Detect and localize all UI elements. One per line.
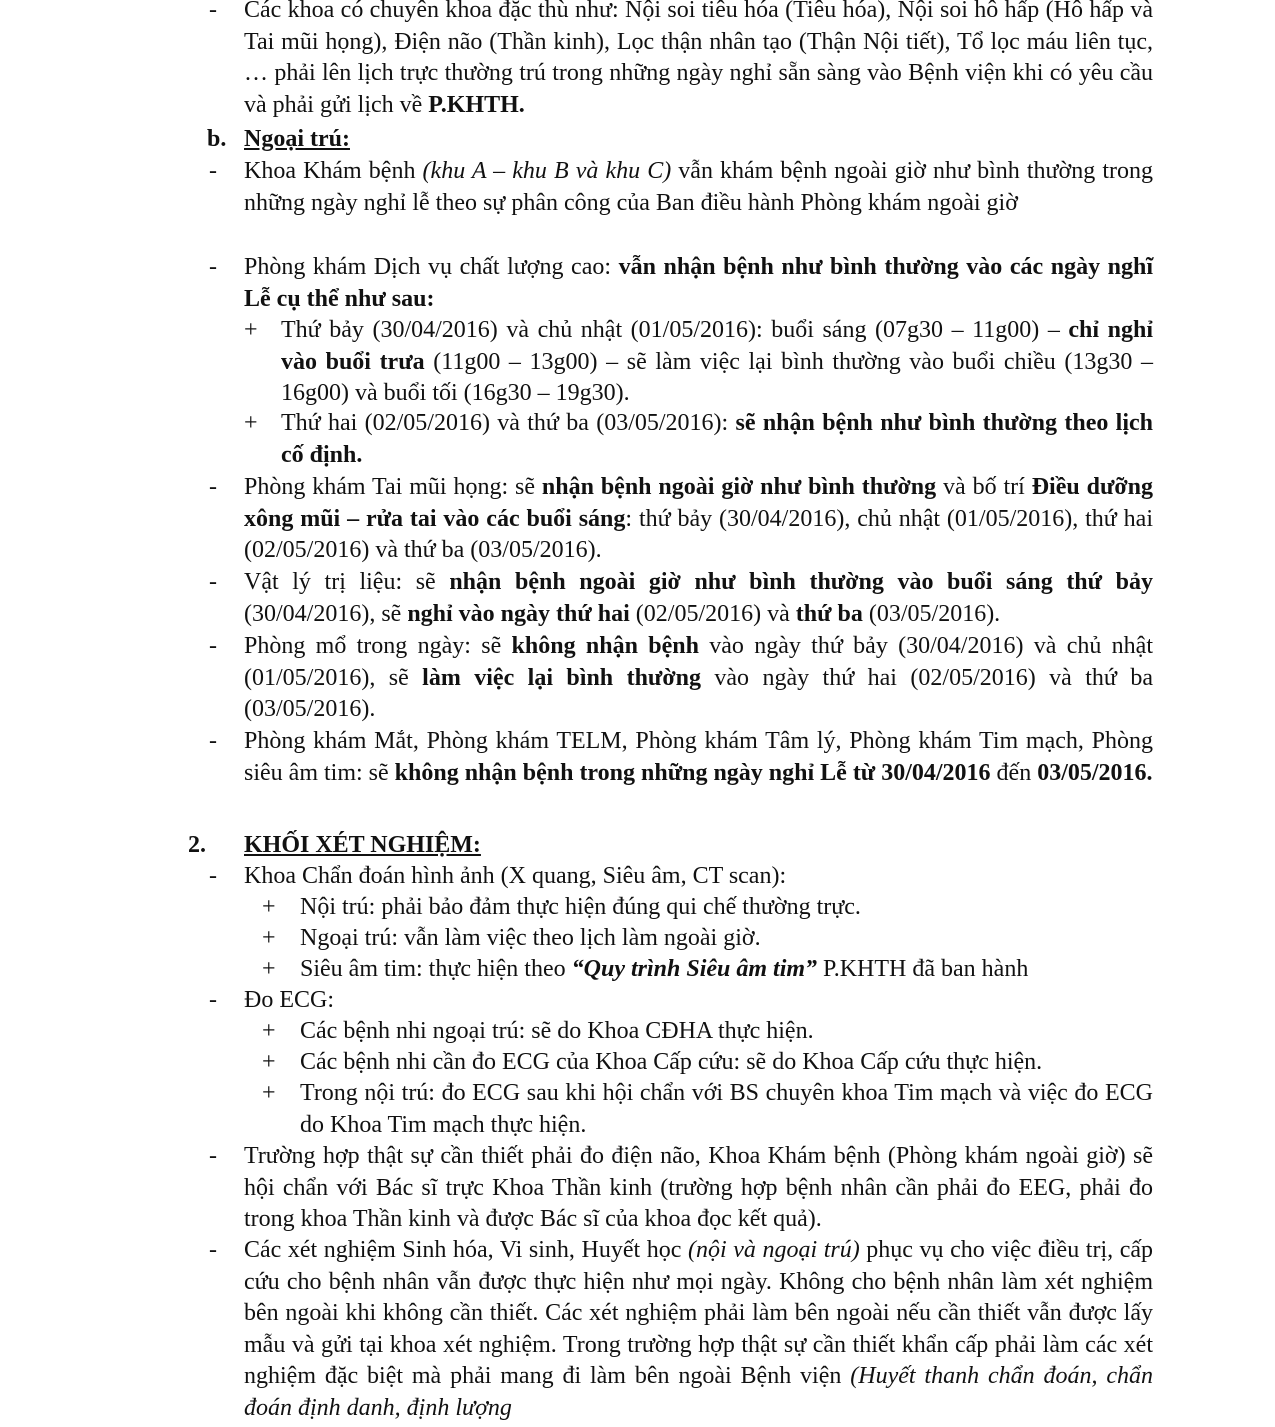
dash-bullet: - [209, 863, 217, 889]
item-physiotherapy [244, 567, 1153, 630]
item-ecg-outpatient [300, 1016, 1153, 1048]
text-run: vẫn khám bệnh ngoài giờ như bình thường trong những ngày nghỉ lễ theo sự phân công của Ban điều hành Phòng khám ngoài giờ [244, 158, 1153, 216]
text-run: vào ngày thứ bảy (30/04/2016) và chủ nhật (01/05/2016), sẽ [244, 633, 1154, 691]
item-closed-clinics [244, 726, 1153, 789]
text-run: Thứ bảy (30/04/2016) và chủ nhật (01/05/2016): buổi sáng (07g30 – 11g00) – [281, 317, 1069, 343]
text-run: (Huyết thanh chẩn đoán, chẩn đoán định danh, định lượng [244, 1363, 1153, 1421]
heading-b-label: b. [207, 126, 227, 152]
item-weekend-schedule [281, 315, 1153, 410]
text-run: “Quy trình Siêu âm tim” [571, 956, 818, 982]
item-ecg [244, 985, 1153, 1017]
dash-bullet: - [209, 158, 217, 184]
text-run: P.KHTH đã ban hành [817, 956, 1029, 982]
text-run: vẫn nhận bệnh như bình thường vào các ngày nghĩ Lễ cụ thể như sau: [244, 254, 1153, 312]
text-run: Các bệnh nhi cần đo ECG của Khoa Cấp cứu: sẽ do Khoa Cấp cứu thực hiện. [300, 1049, 1043, 1075]
item-echocardiography [300, 954, 1153, 986]
text-run: Vật lý trị liệu: sẽ [244, 569, 450, 595]
item-lab-tests [244, 1235, 1153, 1424]
dash-bullet: - [209, 254, 217, 280]
text-run: Nội trú: phải bảo đảm thực hiện đúng qui chế thường trực. [300, 894, 861, 920]
text-run: đến [990, 759, 1038, 786]
text-run: Các bệnh nhi ngoại trú: sẽ do Khoa CĐHA thực hiện. [300, 1018, 814, 1044]
dash-bullet: - [209, 474, 217, 500]
text-run: Ngoại trú: vẫn làm việc theo lịch làm ngoài giờ. [300, 925, 761, 951]
heading-2-title: KHỐI XÉT NGHIỆM: [244, 832, 481, 858]
text-run: (30/04/2016), sẽ [244, 600, 408, 627]
item-day-surgery [244, 631, 1153, 726]
item-imaging [244, 861, 1153, 893]
dash-bullet: - [209, 1237, 217, 1263]
text-run: không nhận bệnh trong những ngày nghỉ Lễ từ 30/04/2016 [394, 759, 991, 786]
text-run: Phòng khám Mắt, Phòng khám TELM, Phòng khám Tâm lý, Phòng khám Tim mạch, Phòng siêu âm tim: sẽ [244, 728, 1153, 786]
text-run: Siêu âm tim: thực hiện theo [300, 956, 572, 982]
dash-bullet: - [209, 987, 217, 1013]
text-run: Các khoa có chuyên khoa đặc thù như: Nội soi tiêu hóa (Tiêu hóa), Nội soi hô hấp (Hô hấp và Tai mũi họng), Điện não (Thần kinh), Lọc thận nhân tạo (Thận Nội tiết), Tổ lọc máu liên tục, … phải lên lịch trực thường trú trong những ngày nghỉ sẵn sàng vào Bệnh viện khi có yêu cầu và phải gửi lịch về [244, 0, 1153, 118]
item-imaging-outpatient [300, 923, 1153, 955]
dash-bullet: - [209, 728, 217, 754]
item-imaging-inpatient [300, 892, 1153, 924]
item-ecg-inpatient [300, 1078, 1153, 1141]
text-run: vào ngày thứ hai (02/05/2016) và thứ ba (03/05/2016). [244, 664, 1153, 722]
item-ecg-emergency [300, 1047, 1153, 1079]
text-run: Điều dưỡng xông mũi – rửa tai vào các buổi sáng [244, 474, 1153, 532]
plus-bullet: + [262, 956, 276, 982]
text-run: sẽ nhận bệnh như bình thường theo lịch cố định. [281, 410, 1153, 468]
text-run: Khoa Chẩn đoán hình ảnh (X quang, Siêu âm, CT scan): [244, 863, 787, 889]
text-run: Phòng khám Tai mũi họng: sẽ [244, 474, 542, 500]
item-specialty-departments [244, 0, 1153, 121]
dash-bullet: - [209, 569, 217, 595]
text-run: (02/05/2016) và [629, 600, 796, 627]
text-run: làm việc lại bình thường [422, 664, 701, 691]
plus-bullet: + [244, 410, 258, 436]
plus-bullet: + [262, 925, 276, 951]
item-eeg [244, 1141, 1153, 1236]
heading-b-title: Ngoại trú: [244, 126, 350, 152]
text-run: (03/05/2016). [862, 600, 1001, 627]
text-run: 03/05/2016. [1037, 759, 1153, 786]
text-run: Trong nội trú: đo ECG sau khi hội chẩn với BS chuyên khoa Tim mạch và việc đo ECG do Khoa Tim mạch thực hiện. [300, 1080, 1153, 1138]
item-outpatient-clinic [244, 156, 1153, 219]
text-run: nghỉ vào ngày thứ hai [407, 600, 630, 627]
text-run: Đo ECG: [244, 987, 334, 1013]
item-high-quality-clinic [244, 252, 1153, 315]
heading-2-number: 2. [188, 832, 206, 858]
text-run: (khu A – khu B và khu C) [422, 158, 672, 184]
text-run: (11g00 – 13g00) – sẽ làm việc lại bình thường vào buổi chiều (13g30 – 16g00) và buổi tối (16g30 – 19g30). [281, 348, 1153, 406]
plus-bullet: + [262, 1018, 276, 1044]
item-ent-clinic [244, 472, 1153, 567]
text-run: nhận bệnh ngoài giờ như bình thường [541, 474, 937, 500]
text-run: Phòng mổ trong ngày: sẽ [244, 633, 512, 659]
text-run: chỉ nghỉ vào buổi trưa [281, 317, 1154, 375]
text-run: Khoa Khám bệnh [244, 158, 423, 184]
text-run: Thứ hai (02/05/2016) và thứ ba (03/05/2016): [281, 410, 736, 436]
text-run: Phòng khám Dịch vụ chất lượng cao: [244, 254, 619, 280]
dash-bullet: - [209, 0, 217, 23]
item-weekday-schedule [281, 408, 1153, 471]
plus-bullet: + [262, 1049, 276, 1075]
text-run: : thứ bảy (30/04/2016), chủ nhật (01/05/2016), thứ hai (02/05/2016) và thứ ba (03/05/2016). [244, 505, 1153, 563]
text-run: và bố trí [936, 474, 1032, 500]
text-run: Trường hợp thật sự cần thiết phải đo điện não, Khoa Khám bệnh (Phòng khám ngoài giờ) sẽ hội chẩn với Bác sĩ trực Khoa Thần kinh (trường hợp bệnh nhân cần phải đo EEG, phải đo trong khoa Thần kinh và được Bác sĩ của khoa đọc kết quả). [244, 1143, 1153, 1232]
text-run: (nội và ngoại trú) [687, 1237, 860, 1263]
text-run: nhận bệnh ngoài giờ như bình thường vào buổi sáng thứ bảy [449, 569, 1154, 595]
text-run: Các xét nghiệm Sinh hóa, Vi sinh, Huyết học [244, 1237, 688, 1263]
dash-bullet: - [209, 633, 217, 659]
plus-bullet: + [262, 1080, 276, 1106]
plus-bullet: + [262, 894, 276, 920]
text-run: phục vụ cho việc điều trị, cấp cứu cho bệnh nhân vẫn được thực hiện như mọi ngày. Không cho bệnh nhân làm xét nghiệm bên ngoài khi không cần thiết. Các xét nghiệm phải làm bên ngoài nếu cần thiết vẫn được lấy mẫu và gửi tại khoa xét nghiệm. Trong trường hợp thật sự cần thiết khẩn cấp phải làm các xét nghiệm đặc biệt mà phải mang đi làm bên ngoài Bệnh viện [244, 1237, 1154, 1389]
dash-bullet: - [209, 1143, 217, 1169]
text-run: thứ ba [795, 600, 863, 627]
text-run: không nhận bệnh [511, 633, 699, 659]
text-run [572, 956, 817, 982]
plus-bullet: + [244, 317, 258, 343]
text-run: P.KHTH. [428, 91, 525, 118]
